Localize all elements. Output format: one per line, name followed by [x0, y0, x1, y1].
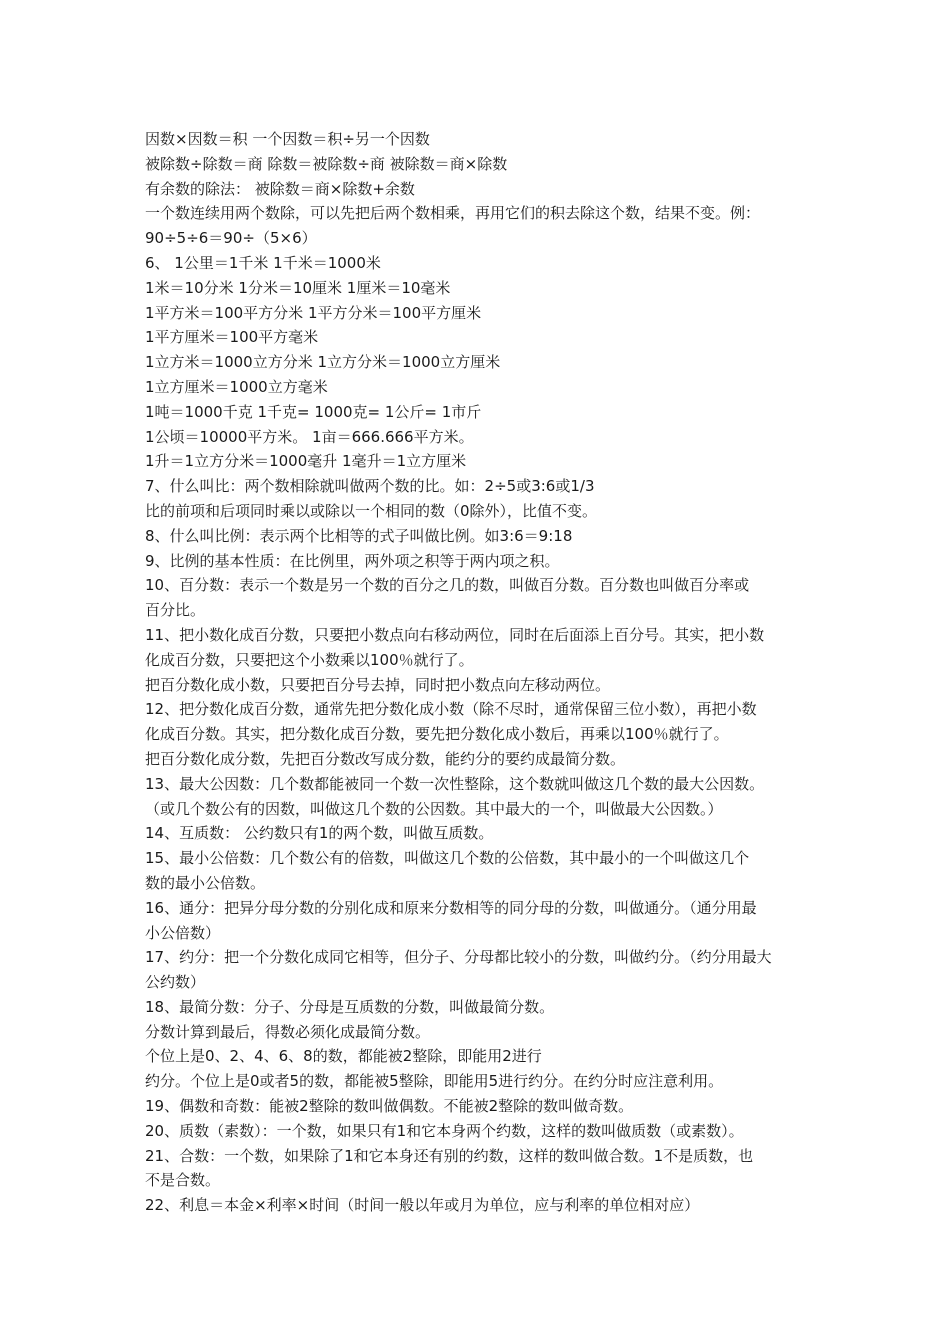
text-line: 小公倍数）	[145, 923, 221, 942]
text-line: 1立方米＝1000立方分米 1立方分米＝1000立方厘米	[145, 353, 501, 372]
text-line: 12、把分数化成百分数，通常先把分数化成小数（除不尽时，通常保留三位小数），再把小数	[145, 700, 757, 719]
text-line: 公约数）	[145, 973, 206, 992]
text-line: 被除数÷除数＝商 除数＝被除数÷商 被除数＝商×除数	[145, 154, 508, 173]
text-line: 1立方厘米＝1000立方毫米	[145, 377, 328, 396]
text-line: 不是合数。	[145, 1171, 221, 1190]
text-line: 个位上是0、2、4、6、8的数，都能被2整除，即能用2进行	[145, 1047, 542, 1066]
text-line: 约分。个位上是0或者5的数，都能被5整除，即能用5进行约分。在约分时应注意利用。	[145, 1072, 724, 1091]
text-line: 6、 1公里＝1千米 1千米＝1000米	[145, 253, 381, 272]
text-line: 1平方米＝100平方分米 1平方分米＝100平方厘米	[145, 303, 482, 322]
text-line: 有余数的除法： 被除数＝商×除数+余数	[145, 179, 415, 198]
text-line: 比的前项和后项同时乘以或除以一个相同的数（0除外），比值不变。	[145, 501, 598, 520]
text-line: 17、约分：把一个分数化成同它相等，但分子、分母都比较小的分数，叫做约分。（约分用最大	[145, 948, 772, 967]
text-line: 化成百分数，只要把这个小数乘以100％就行了。	[145, 650, 474, 669]
text-line: 11、把小数化成百分数，只要把小数点向右移动两位，同时在后面添上百分号。其实，把小数	[145, 625, 765, 644]
text-line: 1平方厘米＝100平方毫米	[145, 328, 319, 347]
text-line: 百分比。	[145, 601, 206, 620]
text-line: 13、最大公因数：几个数都能被同一个数一次性整除，这个数就叫做这几个数的最大公因数。	[145, 774, 765, 793]
text-line: 16、通分：把异分母分数的分别化成和原来分数相等的同分母的分数，叫做通分。（通分用最	[145, 898, 757, 917]
text-line: 18、最简分数：分子、分母是互质数的分数，叫做最简分数。	[145, 997, 555, 1016]
text-line: 7、什么叫比：两个数相除就叫做两个数的比。如：2÷5或3:6或1/3	[145, 477, 595, 496]
text-line: 21、合数：一个数，如果除了1和它本身还有别的约数，这样的数叫做合数。1不是质数，也	[145, 1146, 754, 1165]
text-line: 数的最小公倍数。	[145, 873, 266, 892]
text-line: 一个数连续用两个数除，可以先把后两个数相乘，再用它们的积去除这个数，结果不变。例：	[145, 204, 761, 223]
text-line: 14、互质数： 公约数只有1的两个数，叫做互质数。	[145, 824, 494, 843]
text-line: 8、什么叫比例：表示两个比相等的式子叫做比例。如3:6＝9:18	[145, 526, 573, 545]
text-line: 19、偶数和奇数：能被2整除的数叫做偶数。不能被2整除的数叫做奇数。	[145, 1097, 634, 1116]
text-line: 把百分数化成分数，先把百分数改写成分数，能约分的要约成最简分数。	[145, 749, 626, 768]
text-line: 90÷5÷6＝90÷（5×6）	[145, 229, 317, 248]
text-line: （或几个数公有的因数，叫做这几个数的公因数。其中最大的一个，叫做最大公因数。）	[145, 799, 723, 818]
text-line: 1吨＝1000千克 1千克= 1000克= 1公斤= 1市斤	[145, 402, 482, 421]
text-line: 1升＝1立方分米＝1000毫升 1毫升＝1立方厘米	[145, 452, 467, 471]
text-line: 9、比例的基本性质：在比例里，两外项之积等于两内项之积。	[145, 551, 560, 570]
text-line: 分数计算到最后，得数必须化成最简分数。	[145, 1022, 431, 1041]
text-line: 20、质数（素数）：一个数，如果只有1和它本身两个约数，这样的数叫做质数（或素数）。	[145, 1121, 744, 1140]
text-line: 化成百分数。其实，把分数化成百分数，要先把分数化成小数后，再乘以100％就行了。	[145, 725, 729, 744]
text-line: 22、利息＝本金×利率×时间（时间一般以年或月为单位，应与利率的单位相对应）	[145, 1196, 700, 1215]
text-line: 1米＝10分米 1分米＝10厘米 1厘米＝10毫米	[145, 278, 451, 297]
text-line: 把百分数化成小数，只要把百分号去掉，同时把小数点向左移动两位。	[145, 675, 611, 694]
text-line: 因数×因数＝积 一个因数＝积÷另一个因数	[145, 130, 430, 148]
text-line: 1公顷＝10000平方米。 1亩＝666.666平方米。	[145, 427, 474, 446]
document-body	[145, 127, 825, 1218]
text-line: 15、最小公倍数：几个数公有的倍数，叫做这几个数的公倍数，其中最小的一个叫做这几个	[145, 849, 750, 868]
text-line: 10、百分数：表示一个数是另一个数的百分之几的数，叫做百分数。百分数也叫做百分率或	[145, 576, 750, 595]
